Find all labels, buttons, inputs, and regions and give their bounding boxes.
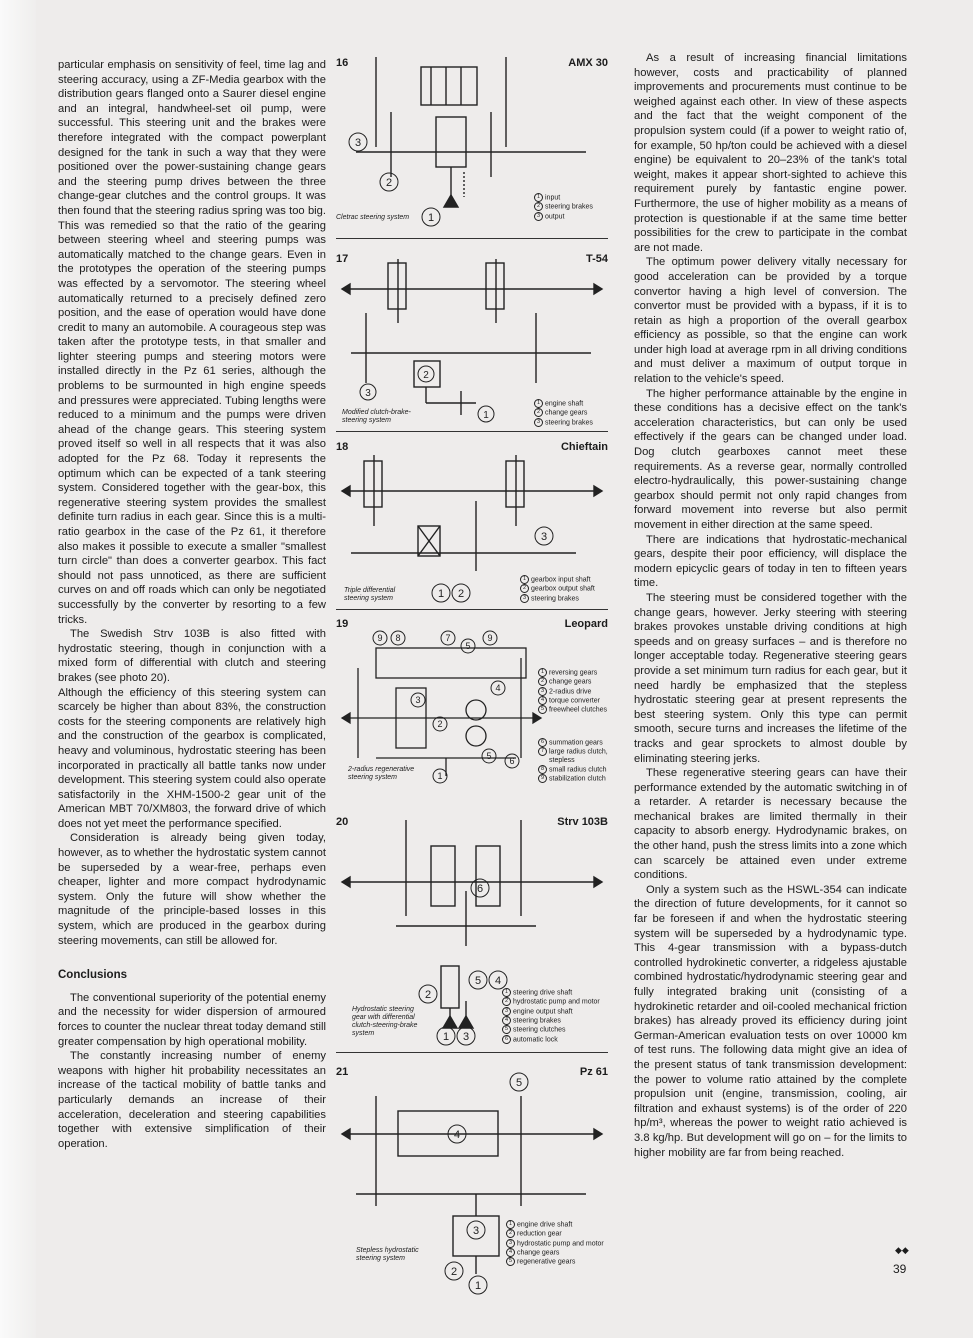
legend-item: 1 steering drive shaft bbox=[502, 988, 600, 997]
figure-title: Pz 61 bbox=[579, 1066, 608, 1078]
marker-1 bbox=[437, 1027, 455, 1045]
right-paragraph: There are indications that hydrostatic-mechanical gears, despite their poor efficiency, will displace the modern epicyclic gears of today in ten to fifteen years time. bbox=[634, 533, 907, 590]
figure-legend bbox=[538, 668, 607, 715]
figure-18 bbox=[336, 441, 608, 606]
legend-item: 5 regenerative gears bbox=[506, 1257, 604, 1266]
marker-5 bbox=[510, 1073, 528, 1091]
right-paragraph: These regenerative steering gears can have their performance extended by the automatic switching in of a retarder. A retarder is necessary because the mechanical brakes are limited thermally in their capacity to absorb energy. Hydrodynamic brakes, on the other hand, push the stress limits into a zone which can scarcely be attained even under extreme conditions. bbox=[634, 767, 907, 882]
marker-3 bbox=[467, 1221, 485, 1239]
legend-item: 4 steering brakes bbox=[502, 1016, 600, 1025]
marker-5 bbox=[461, 639, 475, 653]
svg-text:2: 2 bbox=[457, 588, 465, 600]
svg-text:1: 1 bbox=[437, 771, 443, 781]
marker-3 bbox=[411, 693, 425, 707]
legend-item: 2 reduction gear bbox=[506, 1229, 604, 1238]
marker-label: 1 bbox=[427, 212, 435, 224]
figure-16 bbox=[336, 57, 608, 235]
legend-item: stepless bbox=[549, 756, 575, 764]
marker-2 bbox=[452, 584, 470, 602]
figure-legend-2 bbox=[538, 738, 608, 783]
figure-number: 16 bbox=[336, 57, 349, 69]
figure-caption: Cletrac steering system bbox=[336, 214, 410, 221]
right-paragraph: Only a system such as the HSWL-354 can indicate the direction of future developments, for it cannot so far be foreseen if and when the hydrostatic steering system will be superseded by a hydrodynamic type. This 4-gear transmission with a bypass-dutch controlled hydrokinetic converter, a ridgeless ajustable combined hydrostatic/hydrodynamic steering gear and fully integrated braking unit (consisting of a hydrokinetic retarder and oil-cooled mechanical friction brakes) has already proved its efficiency during joint German-American evaluation tests on over 10000 km of test runs. The following data might give an idea of the present status of tank transmission development: the power to volume ratio attained by the complete propulsion unit (engine, transmission, cooling, air filtration and exhaust systems) is of the order of 220 hp/m³, whereas the power to weight ratio achieved is 3.8 kg/hp. But development will go on – for the limits to higher mobility are far from being reached. bbox=[634, 883, 907, 1159]
figure-title: AMX 30 bbox=[568, 57, 608, 69]
legend-item: 7 large radius clutch, bbox=[538, 747, 608, 756]
svg-text:3: 3 bbox=[365, 388, 371, 399]
marker-9 bbox=[373, 631, 387, 645]
right-paragraph: The steering must be considered together with the change gears, however. Jerky steering with steering brakes provokes unstable driving conditions at high speeds and on greasy surfaces – and is therefore no longer acceptable today. Regenerative steering gears provide a set minimum turn radius for each gear, but it need hardly be emphasized that the stepless hydrostatic steering gear at present represents the best steering system. Only this type can permit smooth, secure turns and increases the lifetime of the tracks and gear sprockets to almost double by eliminating steering jerks. bbox=[634, 591, 907, 765]
marker-2 bbox=[419, 985, 437, 1003]
legend-item: 3 hydrostatic pump and motor bbox=[506, 1239, 604, 1248]
figure-separator bbox=[336, 431, 608, 432]
legend-item: 3 2-radius drive bbox=[538, 687, 607, 696]
marker-4 bbox=[491, 681, 505, 695]
right-paragraph: The higher performance attainable by the engine in these conditions has a decisive effect on the tank's acceleration characteristics, but can only be used effectively if the gears can be changed under load. Dog clutch gearboxes cannot meet these requirements. As a reverse gear, normally controlled electro-hydraulically, this power-sustaining change gearbox should permit not only rapid changes from forward movement into reverse but also permit movement in either direction at the same speed. bbox=[634, 387, 907, 531]
legend-item: 1 input bbox=[534, 193, 593, 202]
figure-legend bbox=[502, 988, 600, 1044]
legend-item: 2 steering brakes bbox=[534, 202, 593, 211]
figure-number: 19 bbox=[336, 618, 349, 630]
legend-item: 5 steering clutches bbox=[502, 1025, 600, 1034]
figure-title: Chieftain bbox=[560, 441, 608, 453]
svg-text:1: 1 bbox=[442, 1031, 450, 1043]
right-paragraph: As a result of increasing financial limitations however, costs and practicability of planned improvements and procurements must continue to be weighed against each other. In view of these aspects and the fact that the weight component of the propulsion system could (if a power to weight ratio of, for example, 50 hp/ton could be achieved with a diesel engine) be equivalent to 20–23% of the tank's total weight, makes it appear short-sighted to achieve this requirement purely by fantastic engine power. Furthermore, the use of higher mobility as a means of protection is questionable if at the same time better possibilities for the crew to participate in the combat are not made. bbox=[634, 52, 907, 254]
legend-item: 3 engine output shaft bbox=[502, 1007, 600, 1016]
legend-item: 1 gearbox input shaft bbox=[520, 575, 595, 584]
svg-text:2: 2 bbox=[437, 719, 443, 729]
left-paragraph: Consideration is already being given today, however, as to whether the hydrostatic system cannot be superseded by a wear-free, perhaps even cheaper, lighter and more compact hydrodynamic system. Only the future will show whether the magnitude of the principle-based losses in this system, which are produced in the gearbox during steering movements, can still be allowed for. bbox=[58, 832, 326, 947]
figure-19 bbox=[336, 618, 608, 810]
right-column bbox=[634, 51, 907, 1160]
figure-separator bbox=[336, 1052, 608, 1053]
marker-1 bbox=[432, 584, 450, 602]
marker-7 bbox=[441, 631, 455, 645]
marker-6 bbox=[471, 879, 489, 897]
marker-1 bbox=[478, 406, 494, 422]
left-column bbox=[58, 58, 326, 1151]
figure-separator bbox=[336, 609, 608, 610]
marker-5 bbox=[469, 971, 487, 989]
legend-item: 3 steering brakes bbox=[520, 594, 595, 603]
figure-caption: Modified clutch-brake- steering system bbox=[342, 409, 411, 424]
figure-title: T-54 bbox=[585, 253, 608, 265]
legend-item: 6 automatic lock bbox=[502, 1035, 600, 1044]
left-paragraph: Although the efficiency of this steering system can scarcely be higher than about 83%, the construction costs for the steering components are relatively high and the construction of the gearbox is complicated, heavy and voluminous, hydrostatic steering has been incorporated in practically all battle tanks now under development. This steering system could also operate satisfactorily in the XHM-1500-2 gear unit of the American MBT 70/XM803, the forward drive of which does not yet meet the performance specified. bbox=[58, 686, 326, 830]
marker-1 bbox=[469, 1276, 487, 1294]
right-paragraph: The optimum power delivery vitally necessary for good acceleration can be provided by a torque convertor having a high level of conversion. The convertor must be provided with a bypass, if it is to retain as high a proportion of the overall gearbox efficiency as possible, so that the engine can work under high load at average rpm in all driving conditions and must deliver a maximum of output torque in relation to the vehicle's speed. bbox=[634, 256, 907, 386]
figure-number: 18 bbox=[336, 441, 349, 453]
svg-text:2: 2 bbox=[450, 1266, 458, 1278]
figure-title: Leopard bbox=[564, 618, 608, 630]
svg-text:4: 4 bbox=[494, 975, 502, 987]
figure-title: Strv 103B bbox=[557, 816, 608, 828]
figure-caption: Triple differential steering system bbox=[344, 587, 396, 602]
figure-caption: Hydrostatic steering gear with differential clutch-steering-brake system bbox=[352, 1006, 418, 1037]
svg-text:6: 6 bbox=[476, 883, 484, 895]
legend-item: 5 freewheel clutches bbox=[538, 705, 607, 714]
legend-item: 2 change gears bbox=[538, 677, 607, 686]
legend-item: 3 steering brakes bbox=[534, 418, 593, 427]
legend-item: 2 hydrostatic pump and motor bbox=[502, 997, 600, 1006]
legend-item: 8 small radius clutch bbox=[538, 765, 608, 774]
end-mark: ◆◆ bbox=[895, 1245, 909, 1255]
page-edge bbox=[0, 0, 36, 1338]
marker-4 bbox=[448, 1125, 466, 1143]
marker-9b bbox=[483, 631, 497, 645]
svg-text:1: 1 bbox=[437, 588, 445, 600]
svg-text:6: 6 bbox=[509, 756, 515, 766]
svg-text:9: 9 bbox=[377, 633, 383, 643]
figure-caption: 2-radius regenerative steering system bbox=[348, 766, 415, 781]
marker-label: 2 bbox=[385, 177, 393, 189]
section-heading-conclusions: Conclusions bbox=[58, 969, 128, 982]
figure-21 bbox=[336, 1066, 608, 1296]
figure-legend bbox=[534, 193, 593, 221]
svg-text:5: 5 bbox=[474, 975, 482, 987]
legend-item: 1 reversing gears bbox=[538, 668, 607, 677]
svg-text:4: 4 bbox=[495, 683, 501, 693]
legend-item: 2 gearbox output shaft bbox=[520, 584, 595, 593]
legend-item: 1 engine shaft bbox=[534, 399, 593, 408]
legend-item: 1 engine drive shaft bbox=[506, 1220, 604, 1229]
figure-separator bbox=[336, 238, 608, 239]
legend-item: 3 output bbox=[534, 212, 593, 221]
marker-1 bbox=[433, 769, 447, 783]
left-paragraph: particular emphasis on sensitivity of feel, time lag and steering accuracy, using a ZF-Media gearbox with the distribution gears flanged onto a Saurer diesel engine and an integral, handwheel-set oil pump, were successful. This steering unit and the brakes were therefore integrated with the compact powerplant designed for the tank in such a way that they were positioned over the power-sustaining change gears and the steering pump drives between the three change-gear clutches and the control groups. It was then found that the steering radius spring was too big. This was remedied so that the ratio of the gearing between steering wheel and steering pumps was automatically matched to the change gears. Even in the prototypes the operation of the steering pumps was effected by a servomotor. The steering wheel automatically returned to a precisely defined zero position, and the ease of operation would have done credit to many an automobile. A courageous step was taken after the prototype tests, in that smaller and lighter steering pumps and steering motors were installed directly in the Pz 61 series, although the problems to be surmounted in high engine speeds and pressures were appreciated. Tubing lengths were reduced to a minimum and the pumps were driven ahead of the change gears. This steering system proved itself so well in all respects that it was also adopted for the Pz 68. Today it represents the optimum which can be expected of a tank steering system. Considered together with the gear-box, this regenerative steering system provides the smallest definite turn radius in each gear. Since this is a multi-ratio gearbox in the case of the Pz 61, it therefore also makes it possible to execute a smaller "smallest turn circle" than does a converter gearbox. This fact should not pass unnoticed, as there are sufficient curves on and off roads which can only be negotiated successfully by the converter by resorting to a few tricks. bbox=[58, 59, 326, 626]
page-number: 39 bbox=[893, 1262, 907, 1276]
svg-text:2: 2 bbox=[423, 370, 429, 381]
figure-legend bbox=[506, 1220, 604, 1267]
figure-caption: Stepless hydrostatic steering system bbox=[356, 1247, 419, 1262]
svg-text:2: 2 bbox=[424, 989, 432, 1001]
marker-3 bbox=[535, 527, 553, 545]
svg-text:5: 5 bbox=[486, 751, 492, 761]
figure-number: 21 bbox=[336, 1066, 349, 1078]
svg-text:1: 1 bbox=[483, 410, 489, 421]
svg-text:5: 5 bbox=[515, 1077, 523, 1089]
marker-4 bbox=[489, 971, 507, 989]
svg-text:4: 4 bbox=[453, 1129, 461, 1141]
marker-3 bbox=[360, 384, 376, 400]
marker-5b bbox=[482, 749, 496, 763]
figure-20 bbox=[336, 816, 608, 1048]
marker-6 bbox=[505, 754, 519, 768]
svg-text:1: 1 bbox=[474, 1280, 482, 1292]
figure-17 bbox=[336, 253, 608, 429]
svg-text:5: 5 bbox=[465, 641, 471, 651]
marker-3 bbox=[457, 1027, 475, 1045]
marker-2 bbox=[418, 366, 434, 382]
figure-number: 20 bbox=[336, 816, 349, 828]
svg-text:7: 7 bbox=[445, 633, 451, 643]
svg-text:3: 3 bbox=[415, 695, 421, 705]
svg-text:3: 3 bbox=[462, 1031, 470, 1043]
marker-2 bbox=[445, 1262, 463, 1280]
svg-text:3: 3 bbox=[540, 531, 548, 543]
marker-8 bbox=[391, 631, 405, 645]
figure-legend bbox=[534, 399, 593, 427]
marker-label: 3 bbox=[354, 137, 362, 149]
figure-legend bbox=[520, 575, 595, 603]
legend-item: 9 stabilization clutch bbox=[538, 774, 608, 783]
svg-text:8: 8 bbox=[395, 633, 401, 643]
left-paragraph: The constantly increasing number of enemy weapons with higher hit probability necessitates an increase of the tactical mobility of battle tanks and particularly demands an increase of their acceleration, deceleration and steering capabilities together with extensive simplification of their operation. bbox=[58, 1050, 326, 1150]
svg-text:3: 3 bbox=[472, 1225, 480, 1237]
legend-item: 2 change gears bbox=[534, 408, 593, 417]
figure-number: 17 bbox=[336, 253, 349, 265]
marker-2 bbox=[433, 717, 447, 731]
legend-item: 4 change gears bbox=[506, 1248, 604, 1257]
svg-text:9: 9 bbox=[487, 633, 493, 643]
legend-item: 4 torque converter bbox=[538, 696, 607, 705]
left-paragraph: The conventional superiority of the potential enemy and the necessity for wider dispersion of armoured forces to counter the nuclear threat today demand still greater compensation by high operational mobility. bbox=[58, 991, 326, 1048]
legend-item: 6 summation gears bbox=[538, 738, 608, 747]
left-paragraph: The Swedish Strv 103B is also fitted with hydrostatic steering, though in conjunction with a mixed form of differential with clutch and steering brakes (see photo 20). bbox=[58, 628, 326, 684]
